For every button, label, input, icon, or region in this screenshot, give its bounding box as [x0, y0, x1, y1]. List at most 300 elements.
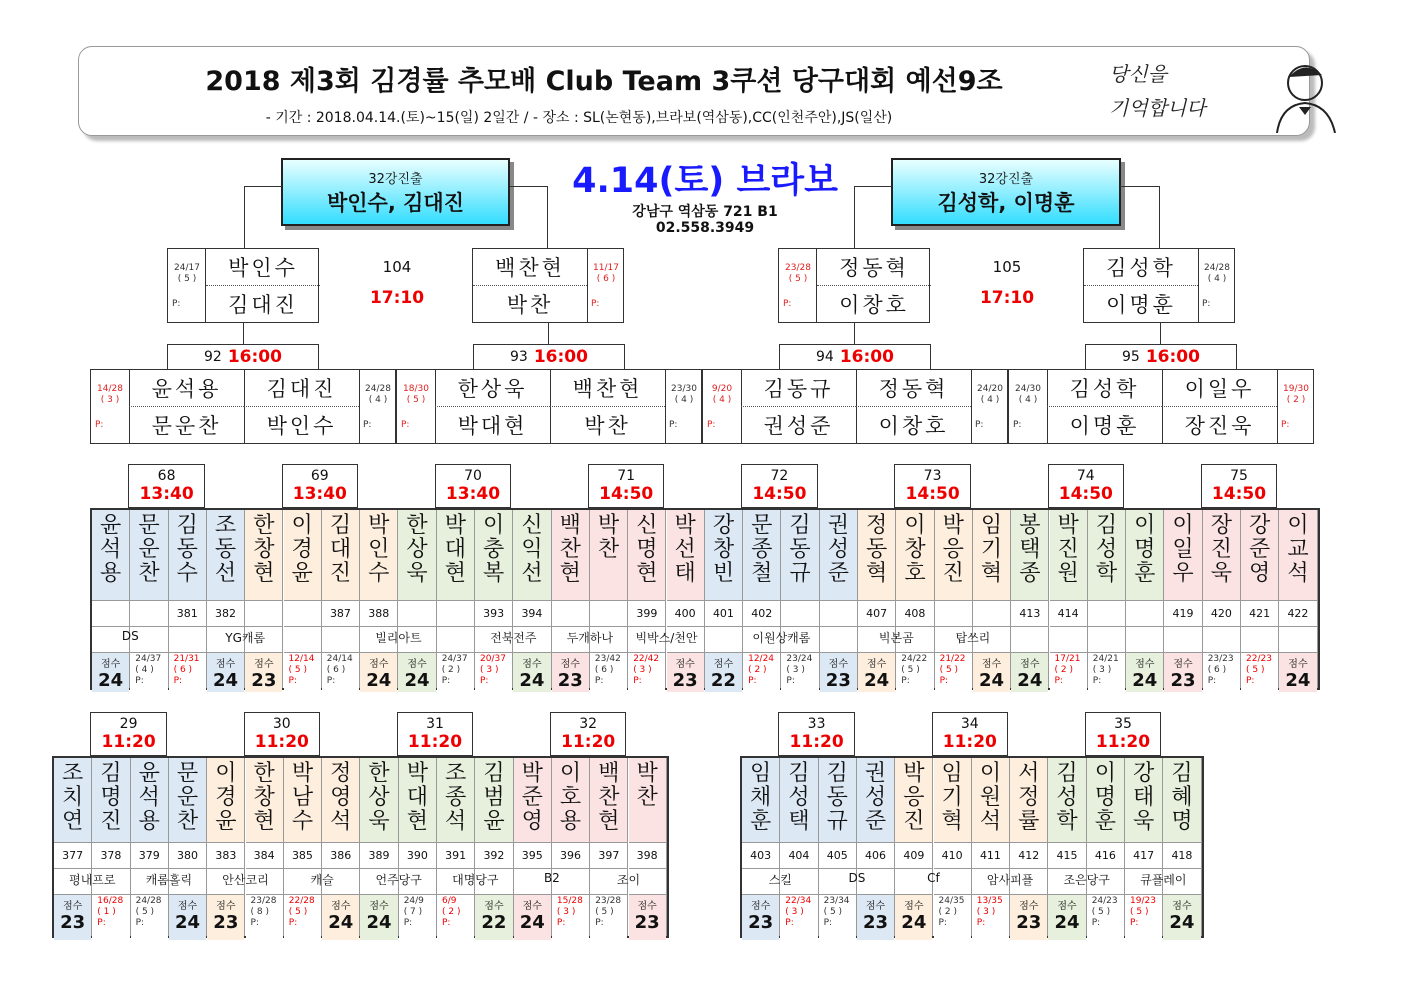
player-name: 박 대 현	[406, 761, 428, 834]
p-label: P:	[363, 420, 372, 430]
match-number: 104	[382, 258, 412, 276]
qualifier-box-right: 32강진출 김성학, 이명훈	[891, 158, 1121, 226]
player-name: 박대현	[457, 414, 528, 439]
score-cell	[475, 894, 512, 940]
player-column	[514, 758, 552, 936]
club-name: 조이	[616, 873, 641, 887]
score-value: 23	[863, 912, 889, 933]
player-column	[246, 758, 284, 936]
p-label: P:	[401, 420, 410, 430]
player-name: 백 찬 현	[559, 513, 581, 586]
score-value: 24	[328, 912, 354, 933]
player-name: 김 동 규	[826, 761, 848, 834]
score-label: 점수	[331, 901, 351, 912]
semi-match-box	[90, 369, 396, 444]
player-column	[628, 510, 666, 688]
score-record: 23/42 ( 6 ) P:	[594, 654, 621, 686]
club-name: 스킬	[768, 873, 792, 887]
match-header: 33 11:20	[778, 712, 855, 756]
player-name: 이 명 훈	[1134, 513, 1156, 586]
player-name: 백찬현	[550, 370, 665, 407]
divider	[971, 370, 972, 443]
player-number	[973, 600, 1010, 626]
score-label: 점수	[904, 901, 924, 912]
score-record: 22/28 ( 5 ) P:	[288, 896, 315, 928]
score-cell	[780, 894, 817, 940]
score-value: 22	[710, 670, 736, 691]
player-number	[130, 600, 167, 626]
p-label: P:	[975, 420, 984, 430]
player-column	[972, 758, 1010, 936]
player-name: 박 진 원	[1057, 513, 1079, 586]
player-number	[590, 600, 627, 626]
score-value: 24	[1285, 670, 1311, 691]
score-value: 24	[1169, 912, 1195, 933]
score-record: 21/22 ( 5 ) P:	[939, 654, 966, 686]
score-cell	[552, 894, 589, 940]
player-name: 김 혜 명	[1171, 761, 1193, 834]
final-match-box	[167, 248, 319, 323]
score-cell	[973, 652, 1010, 692]
player-number: 403	[742, 842, 779, 868]
score-cell	[1163, 894, 1200, 940]
player-name: 박 응 진	[942, 513, 964, 586]
score-label: 점수	[369, 901, 389, 912]
score-record: 24/35 ( 2 ) P:	[938, 896, 965, 928]
player-column	[1279, 510, 1317, 691]
match-header: 94 16:00	[779, 344, 931, 370]
player-name: 이 원 석	[979, 761, 1002, 834]
score-label: 점수	[1020, 659, 1040, 670]
score-label: 점수	[866, 659, 887, 670]
player-number: 379	[131, 842, 168, 868]
player-name: 김 성 학	[1056, 761, 1078, 834]
player-column	[475, 510, 513, 688]
player-name: 문운찬	[151, 414, 222, 439]
score-label: 점수	[522, 901, 542, 912]
score-cell	[629, 894, 666, 940]
player-name: 강 태 욱	[1133, 761, 1155, 834]
score-value: 24	[404, 670, 430, 691]
bracket-line	[854, 322, 855, 344]
player-name: 권성준	[763, 414, 834, 439]
player-table	[52, 756, 669, 938]
player-name: 김 동 수	[176, 513, 198, 586]
player-name: 봉 택 종	[1019, 513, 1041, 586]
player-column	[742, 758, 780, 936]
score-cell	[284, 652, 321, 692]
player-name: 이 경 윤	[215, 761, 237, 834]
player-number	[1126, 600, 1163, 626]
venue-info	[555, 158, 855, 236]
p-label: P:	[669, 420, 678, 430]
player-number: 391	[437, 842, 474, 868]
player-number: 385	[284, 842, 321, 868]
score-label: 점수	[865, 901, 886, 912]
player-name: 권 성 준	[827, 513, 849, 586]
player-name: 김동규	[741, 370, 856, 407]
match-header: 68 13:40	[128, 464, 205, 508]
bracket-line	[243, 322, 244, 344]
player-name: 조 동 선	[214, 513, 237, 586]
player-name: 박 남 수	[291, 761, 314, 834]
club-cell	[1279, 626, 1316, 652]
score-cell	[245, 652, 282, 692]
divider	[816, 249, 817, 322]
player-column	[131, 758, 169, 936]
player-number: 392	[475, 842, 512, 868]
player-name: 한 상 욱	[368, 761, 390, 834]
player-number: 380	[169, 842, 206, 868]
score-cell	[705, 652, 742, 692]
score-record: 18/30 ( 5 )	[403, 384, 429, 405]
score-value: 24	[1054, 912, 1080, 933]
match-header: 73 14:50	[894, 464, 971, 508]
score-value: 23	[634, 912, 660, 933]
player-number: 399	[628, 600, 665, 626]
player-name: 박 선 태	[674, 513, 696, 586]
score-value: 23	[60, 912, 86, 933]
player-column	[475, 758, 513, 936]
player-number: 413	[1011, 600, 1048, 626]
score-record: 24/28 ( 4 )	[365, 384, 391, 405]
player-name: 이명훈	[1106, 293, 1176, 318]
score-cell	[513, 652, 550, 692]
score-value: 23	[1016, 912, 1042, 933]
player-name: 권 성 준	[864, 761, 887, 834]
player-number: 398	[629, 842, 666, 868]
player-name: 강 창 빈	[712, 513, 735, 586]
score-label: 점수	[407, 659, 427, 670]
club-name: 큐플레이	[1140, 873, 1187, 887]
player-number: 409	[895, 842, 932, 868]
p-label: P:	[591, 299, 600, 309]
score-cell	[169, 652, 206, 692]
score-cell	[1048, 894, 1085, 940]
club-cell	[1203, 626, 1240, 652]
player-number: 411	[972, 842, 1009, 868]
player-name: 이창호	[839, 293, 909, 318]
player-column	[207, 510, 245, 691]
player-number: 394	[513, 600, 550, 626]
player-name: 김 성 학	[1095, 513, 1118, 586]
bracket-line	[244, 186, 245, 248]
score-cell	[207, 894, 244, 940]
bracket-line	[1120, 186, 1159, 187]
score-cell	[322, 894, 359, 940]
match-header: 32 11:20	[550, 712, 627, 756]
player-name: 조 종 석	[445, 761, 467, 834]
divider	[1198, 249, 1199, 322]
p-label: P:	[1202, 299, 1211, 309]
score-label: 점수	[1288, 659, 1308, 670]
score-cell	[1125, 894, 1162, 940]
player-column	[169, 758, 207, 936]
player-column	[934, 758, 972, 936]
player-name: 정 영 석	[330, 761, 352, 834]
player-name: 강 준 영	[1249, 513, 1271, 586]
score-record: 19/30 ( 2 )	[1283, 384, 1309, 405]
score-record: 24/14 ( 6 ) P:	[326, 654, 353, 686]
player-name: 정 동 혁	[866, 513, 888, 586]
club-name: 캐롬홀릭	[145, 873, 193, 887]
player-column	[399, 758, 437, 936]
player-name: 윤 석 용	[138, 761, 160, 834]
score-label: 점수	[981, 659, 1002, 670]
club-cell	[1050, 626, 1087, 652]
score-cell	[475, 652, 512, 692]
player-number: 402	[743, 600, 780, 626]
player-name: 윤석용	[129, 370, 244, 407]
score-cell	[667, 652, 704, 692]
player-name: 박 응 진	[903, 761, 925, 834]
player-number: 408	[896, 600, 933, 626]
player-column	[743, 510, 781, 688]
score-record: 6/9 ( 2 ) P:	[442, 896, 461, 928]
score-record: 9/20 ( 4 )	[711, 384, 733, 405]
player-number: 388	[360, 600, 397, 626]
player-name: 김성학	[1047, 370, 1162, 407]
score-label: 점수	[177, 901, 198, 912]
score-label: 점수	[1057, 901, 1077, 912]
player-name: 김 범 윤	[483, 761, 505, 834]
player-name: 서 정 률	[1018, 761, 1040, 834]
player-column	[92, 758, 130, 936]
qualifier-box-left: 32강진출 박인수, 김대진	[281, 158, 510, 226]
score-cell	[92, 652, 129, 692]
player-name: 백찬현	[473, 249, 587, 286]
score-record: 23/34 ( 5 ) P:	[823, 896, 850, 928]
score-record: 22/42 ( 3 ) P:	[633, 654, 660, 686]
score-value: 24	[519, 670, 545, 691]
p-label: P:	[172, 299, 181, 309]
player-name: 조 치 연	[62, 761, 84, 834]
player-name: 한상욱	[435, 370, 550, 407]
player-column	[1011, 510, 1049, 691]
club-name: 빌리아트	[375, 631, 422, 645]
player-number	[245, 600, 282, 626]
score-label: 점수	[750, 901, 771, 912]
score-cell	[169, 894, 206, 940]
player-column	[322, 758, 360, 936]
score-label: 점수	[216, 901, 236, 912]
score-cell	[819, 894, 856, 940]
player-name: 김성학	[1084, 249, 1198, 286]
player-column	[780, 758, 818, 936]
score-cell	[92, 894, 129, 940]
score-record: 11/17 ( 6 )	[593, 263, 619, 284]
player-number: 397	[590, 842, 627, 868]
player-column	[322, 510, 360, 688]
score-record: 19/23 ( 5 ) P:	[1130, 896, 1156, 928]
score-cell	[514, 894, 551, 940]
score-record: 24/20 ( 4 )	[977, 384, 1003, 405]
player-number: 395	[514, 842, 551, 868]
score-record: 24/17 ( 5 )	[174, 263, 200, 284]
score-cell	[742, 894, 779, 940]
score-label: 점수	[1173, 659, 1193, 670]
player-name: 김 성 택	[788, 761, 810, 834]
bracket-line	[1159, 186, 1160, 248]
player-number: 405	[819, 842, 856, 868]
player-name: 이창호	[878, 414, 949, 439]
player-number: 401	[705, 600, 742, 626]
score-cell	[398, 652, 435, 692]
player-number: 381	[169, 600, 206, 626]
score-label: 점수	[484, 901, 504, 912]
bracket-line	[1160, 322, 1161, 344]
score-value: 24	[901, 912, 927, 933]
score-label: 점수	[62, 901, 83, 912]
player-name: 문 운 찬	[138, 513, 160, 586]
player-name: 백 찬 현	[598, 761, 620, 834]
player-name: 이 창 호	[904, 513, 926, 586]
score-cell	[1164, 652, 1201, 692]
score-value: 23	[1170, 670, 1196, 691]
club-name: 대명당구	[452, 873, 499, 887]
score-cell	[437, 652, 474, 692]
score-record: 22/23 ( 5 ) P:	[1246, 654, 1272, 686]
score-cell	[1010, 894, 1047, 940]
player-number: 389	[360, 842, 397, 868]
player-name: 이 호 용	[559, 761, 582, 834]
match-header: 95 16:00	[1085, 344, 1237, 370]
player-column	[973, 510, 1011, 691]
score-record: 23/28 ( 8 ) P:	[250, 896, 277, 928]
player-name: 박인수	[266, 414, 337, 439]
score-cell	[857, 894, 894, 940]
player-column	[1125, 758, 1163, 936]
score-record: 24/21 ( 3 ) P:	[1092, 654, 1119, 686]
score-cell	[437, 894, 474, 940]
score-cell	[130, 652, 167, 692]
score-record: 23/30 ( 4 )	[671, 384, 697, 405]
score-value: 22	[481, 912, 507, 933]
player-name: 윤 석 용	[100, 513, 122, 586]
club-name: 캐슬	[310, 873, 334, 887]
score-cell	[1011, 652, 1048, 692]
player-name: 이 충 복	[483, 513, 505, 586]
score-record: 23/23 ( 6 ) P:	[1207, 654, 1234, 686]
player-column	[54, 758, 92, 936]
p-label: P:	[1013, 420, 1022, 430]
player-column	[819, 758, 857, 936]
page-subtitle: - 기간 : 2018.04.14.(토)~15(일) 2일간 / - 장소 : SL(논현동),브라보(역삼동),CC(인천주안),JS(일산)	[265, 110, 893, 126]
signature-text: 당신을 기억합니다	[1109, 62, 1206, 120]
divider	[205, 249, 206, 322]
player-number: 383	[207, 842, 244, 868]
score-cell	[935, 652, 972, 692]
score-record: 17/21 ( 2 ) P:	[1054, 654, 1081, 686]
player-name: 정동혁	[817, 249, 931, 286]
final-match-box	[1083, 248, 1235, 323]
player-name: 이일우	[1162, 370, 1277, 407]
score-label: 점수	[828, 659, 848, 670]
player-number: 419	[1164, 600, 1201, 626]
score-label: 점수	[713, 659, 734, 670]
header-box	[78, 46, 1310, 136]
player-number: 393	[475, 600, 512, 626]
player-name: 김 대 진	[329, 513, 352, 586]
player-column	[857, 758, 895, 936]
player-column	[667, 510, 705, 691]
player-column	[552, 758, 590, 936]
score-cell	[360, 894, 397, 940]
score-record: 23/24 ( 3 ) P:	[786, 654, 813, 686]
player-name: 박 준 영	[521, 761, 543, 834]
player-name: 김 명 진	[100, 761, 122, 834]
player-column	[781, 510, 819, 688]
score-cell	[207, 652, 244, 692]
score-value: 23	[748, 912, 774, 933]
score-value: 23	[672, 670, 698, 691]
player-number: 386	[322, 842, 359, 868]
score-record: 12/24 ( 2 ) P:	[748, 654, 775, 686]
score-record: 20/37 ( 3 ) P:	[480, 654, 506, 686]
match-time: 17:10	[979, 288, 1035, 308]
player-column	[552, 510, 590, 691]
player-number: 421	[1241, 600, 1278, 626]
match-number: 105	[992, 258, 1022, 276]
player-name: 김대진	[244, 370, 359, 407]
p-label: P:	[95, 420, 104, 430]
player-column	[1164, 510, 1202, 691]
club-name: DS	[121, 629, 139, 643]
score-cell	[1050, 652, 1087, 692]
player-column	[590, 758, 628, 936]
score-record: 24/22 ( 5 ) P:	[901, 654, 928, 686]
score-record: 24/30 ( 4 )	[1015, 384, 1041, 405]
score-value: 23	[251, 670, 277, 691]
score-record: 13/35 ( 3 ) P:	[976, 896, 1003, 928]
player-number: 377	[54, 842, 91, 868]
player-column	[935, 510, 973, 688]
club-name: 빅본곰	[878, 631, 914, 645]
score-cell	[1279, 652, 1316, 692]
player-column	[1050, 510, 1088, 688]
page-title: 2018 제3회 김경률 추모배 Club Team 3쿠션 당구대회 예선9조	[205, 66, 1003, 97]
player-column	[398, 510, 436, 691]
score-cell	[972, 894, 1009, 940]
player-name: 김 동 규	[789, 513, 811, 586]
score-value: 24	[366, 912, 392, 933]
score-cell	[399, 894, 436, 940]
score-value: 24	[1017, 670, 1043, 691]
score-value: 24	[366, 670, 392, 691]
club-name: 전북전주	[490, 631, 537, 645]
player-table	[90, 508, 1320, 690]
match-header: 30 11:20	[244, 712, 321, 756]
divider	[359, 370, 360, 443]
club-name: 두개하나	[566, 631, 614, 645]
club-name: 이원상캐롬	[752, 631, 811, 645]
player-name: 신 익 선	[521, 513, 543, 586]
player-name: 임 채 훈	[750, 761, 772, 834]
semi-match-box	[702, 369, 1008, 444]
match-time: 17:10	[369, 288, 425, 308]
player-column	[1087, 758, 1125, 936]
club-cell	[1011, 626, 1048, 652]
club-name: 탑쓰리	[955, 631, 991, 645]
player-column	[284, 510, 322, 688]
divider	[587, 249, 588, 322]
player-number	[1088, 600, 1125, 626]
p-label: P:	[707, 420, 716, 430]
player-name: 한 창 현	[253, 513, 275, 586]
player-number	[935, 600, 972, 626]
player-name: 장 진 욱	[1210, 513, 1232, 586]
player-column	[245, 510, 283, 691]
